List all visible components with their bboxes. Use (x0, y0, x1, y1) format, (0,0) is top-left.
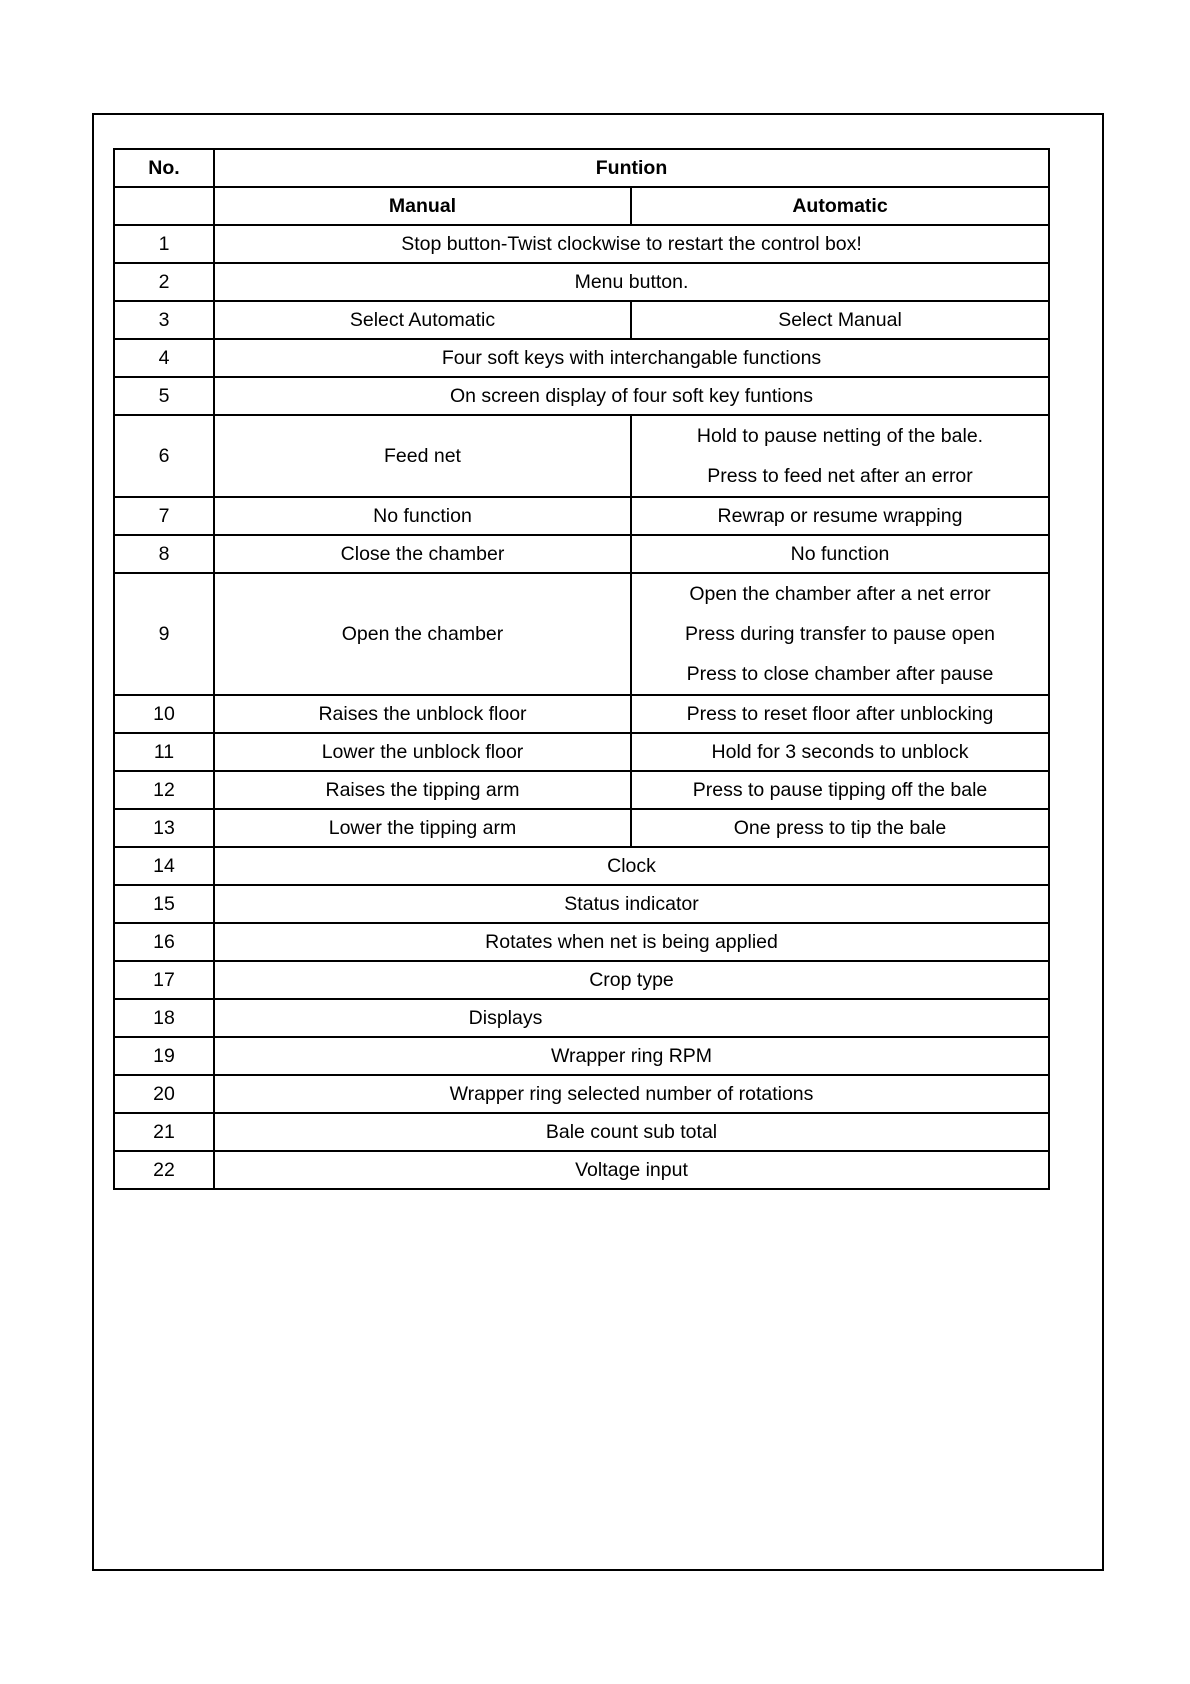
table-row (114, 809, 1049, 847)
row-number: 12 (114, 771, 214, 809)
function-cell: Wrapper ring RPM (214, 1037, 1049, 1075)
row-number: 2 (114, 263, 214, 301)
function-cell: Four soft keys with interchangable functions (214, 339, 1049, 377)
automatic-cell: Press to reset floor after unblocking (631, 695, 1049, 733)
row-number: 8 (114, 535, 214, 573)
table-row (114, 263, 1049, 301)
row-number: 1 (114, 225, 214, 263)
row-number: 9 (114, 573, 214, 695)
automatic-cell: Select Manual (631, 301, 1049, 339)
automatic-cell: Rewrap or resume wrapping (631, 497, 1049, 535)
function-cell: Rotates when net is being applied (214, 923, 1049, 961)
row-number: 20 (114, 1075, 214, 1113)
header-row (114, 149, 1049, 187)
function-cell: Clock (214, 847, 1049, 885)
table-row (114, 733, 1049, 771)
table-row (114, 301, 1049, 339)
automatic-line: Press to feed net after an error (707, 465, 973, 487)
header-function: Funtion (214, 149, 1049, 187)
manual-cell: Close the chamber (214, 535, 631, 573)
automatic-cell: No function (631, 535, 1049, 573)
manual-cell: Lower the tipping arm (214, 809, 631, 847)
row-number: 14 (114, 847, 214, 885)
table-row (114, 535, 1049, 573)
automatic-cell: One press to tip the bale (631, 809, 1049, 847)
function-text: Displays (468, 1007, 543, 1029)
row-number: 5 (114, 377, 214, 415)
manual-cell: No function (214, 497, 631, 535)
row-number: 19 (114, 1037, 214, 1075)
function-cell: On screen display of four soft key funtions (214, 377, 1049, 415)
row-number: 22 (114, 1151, 214, 1189)
manual-cell: Select Automatic (214, 301, 631, 339)
function-table (113, 148, 1050, 1190)
table-row (114, 573, 1049, 695)
function-cell: Status indicator (214, 885, 1049, 923)
table-row (114, 1075, 1049, 1113)
table-row (114, 1151, 1049, 1189)
automatic-cell: Press to pause tipping off the bale (631, 771, 1049, 809)
manual-cell: Feed net (214, 415, 631, 497)
table-row (114, 885, 1049, 923)
manual-cell: Raises the unblock floor (214, 695, 631, 733)
table-row (114, 771, 1049, 809)
manual-cell: Lower the unblock floor (214, 733, 631, 771)
header-no: No. (114, 149, 214, 187)
header-automatic: Automatic (631, 187, 1049, 225)
row-number: 16 (114, 923, 214, 961)
table-row (114, 999, 1049, 1037)
row-number: 15 (114, 885, 214, 923)
function-cell: Bale count sub total (214, 1113, 1049, 1151)
row-number: 21 (114, 1113, 214, 1151)
function-cell: Stop button-Twist clockwise to restart the control box! (214, 225, 1049, 263)
table-row (114, 1037, 1049, 1075)
subheader-blank (114, 187, 214, 225)
table-row (114, 377, 1049, 415)
function-cell: Crop type (214, 961, 1049, 999)
table-row (114, 225, 1049, 263)
subheader-row (114, 187, 1049, 225)
header-manual: Manual (214, 187, 631, 225)
row-number: 11 (114, 733, 214, 771)
automatic-line: Press during transfer to pause open (684, 623, 996, 645)
table-row (114, 339, 1049, 377)
table-row (114, 923, 1049, 961)
row-number: 17 (114, 961, 214, 999)
function-cell: Voltage input (214, 1151, 1049, 1189)
row-number: 3 (114, 301, 214, 339)
function-cell (214, 999, 1049, 1037)
table-row (114, 847, 1049, 885)
table-row (114, 415, 1049, 497)
automatic-line: Open the chamber after a net error (689, 583, 991, 605)
automatic-cell: Hold for 3 seconds to unblock (631, 733, 1049, 771)
function-cell: Wrapper ring selected number of rotations (214, 1075, 1049, 1113)
automatic-line: Press to close chamber after pause (686, 663, 994, 685)
manual-cell: Raises the tipping arm (214, 771, 631, 809)
automatic-cell (631, 415, 1049, 497)
manual-cell: Open the chamber (214, 573, 631, 695)
row-number: 18 (114, 999, 214, 1037)
row-number: 6 (114, 415, 214, 497)
automatic-cell (631, 573, 1049, 695)
row-number: 10 (114, 695, 214, 733)
table-row (114, 961, 1049, 999)
row-number: 7 (114, 497, 214, 535)
function-cell: Menu button. (214, 263, 1049, 301)
row-number: 4 (114, 339, 214, 377)
table-row (114, 497, 1049, 535)
table-row (114, 1113, 1049, 1151)
row-number: 13 (114, 809, 214, 847)
table-row (114, 695, 1049, 733)
automatic-line: Hold to pause netting of the bale. (696, 425, 984, 447)
